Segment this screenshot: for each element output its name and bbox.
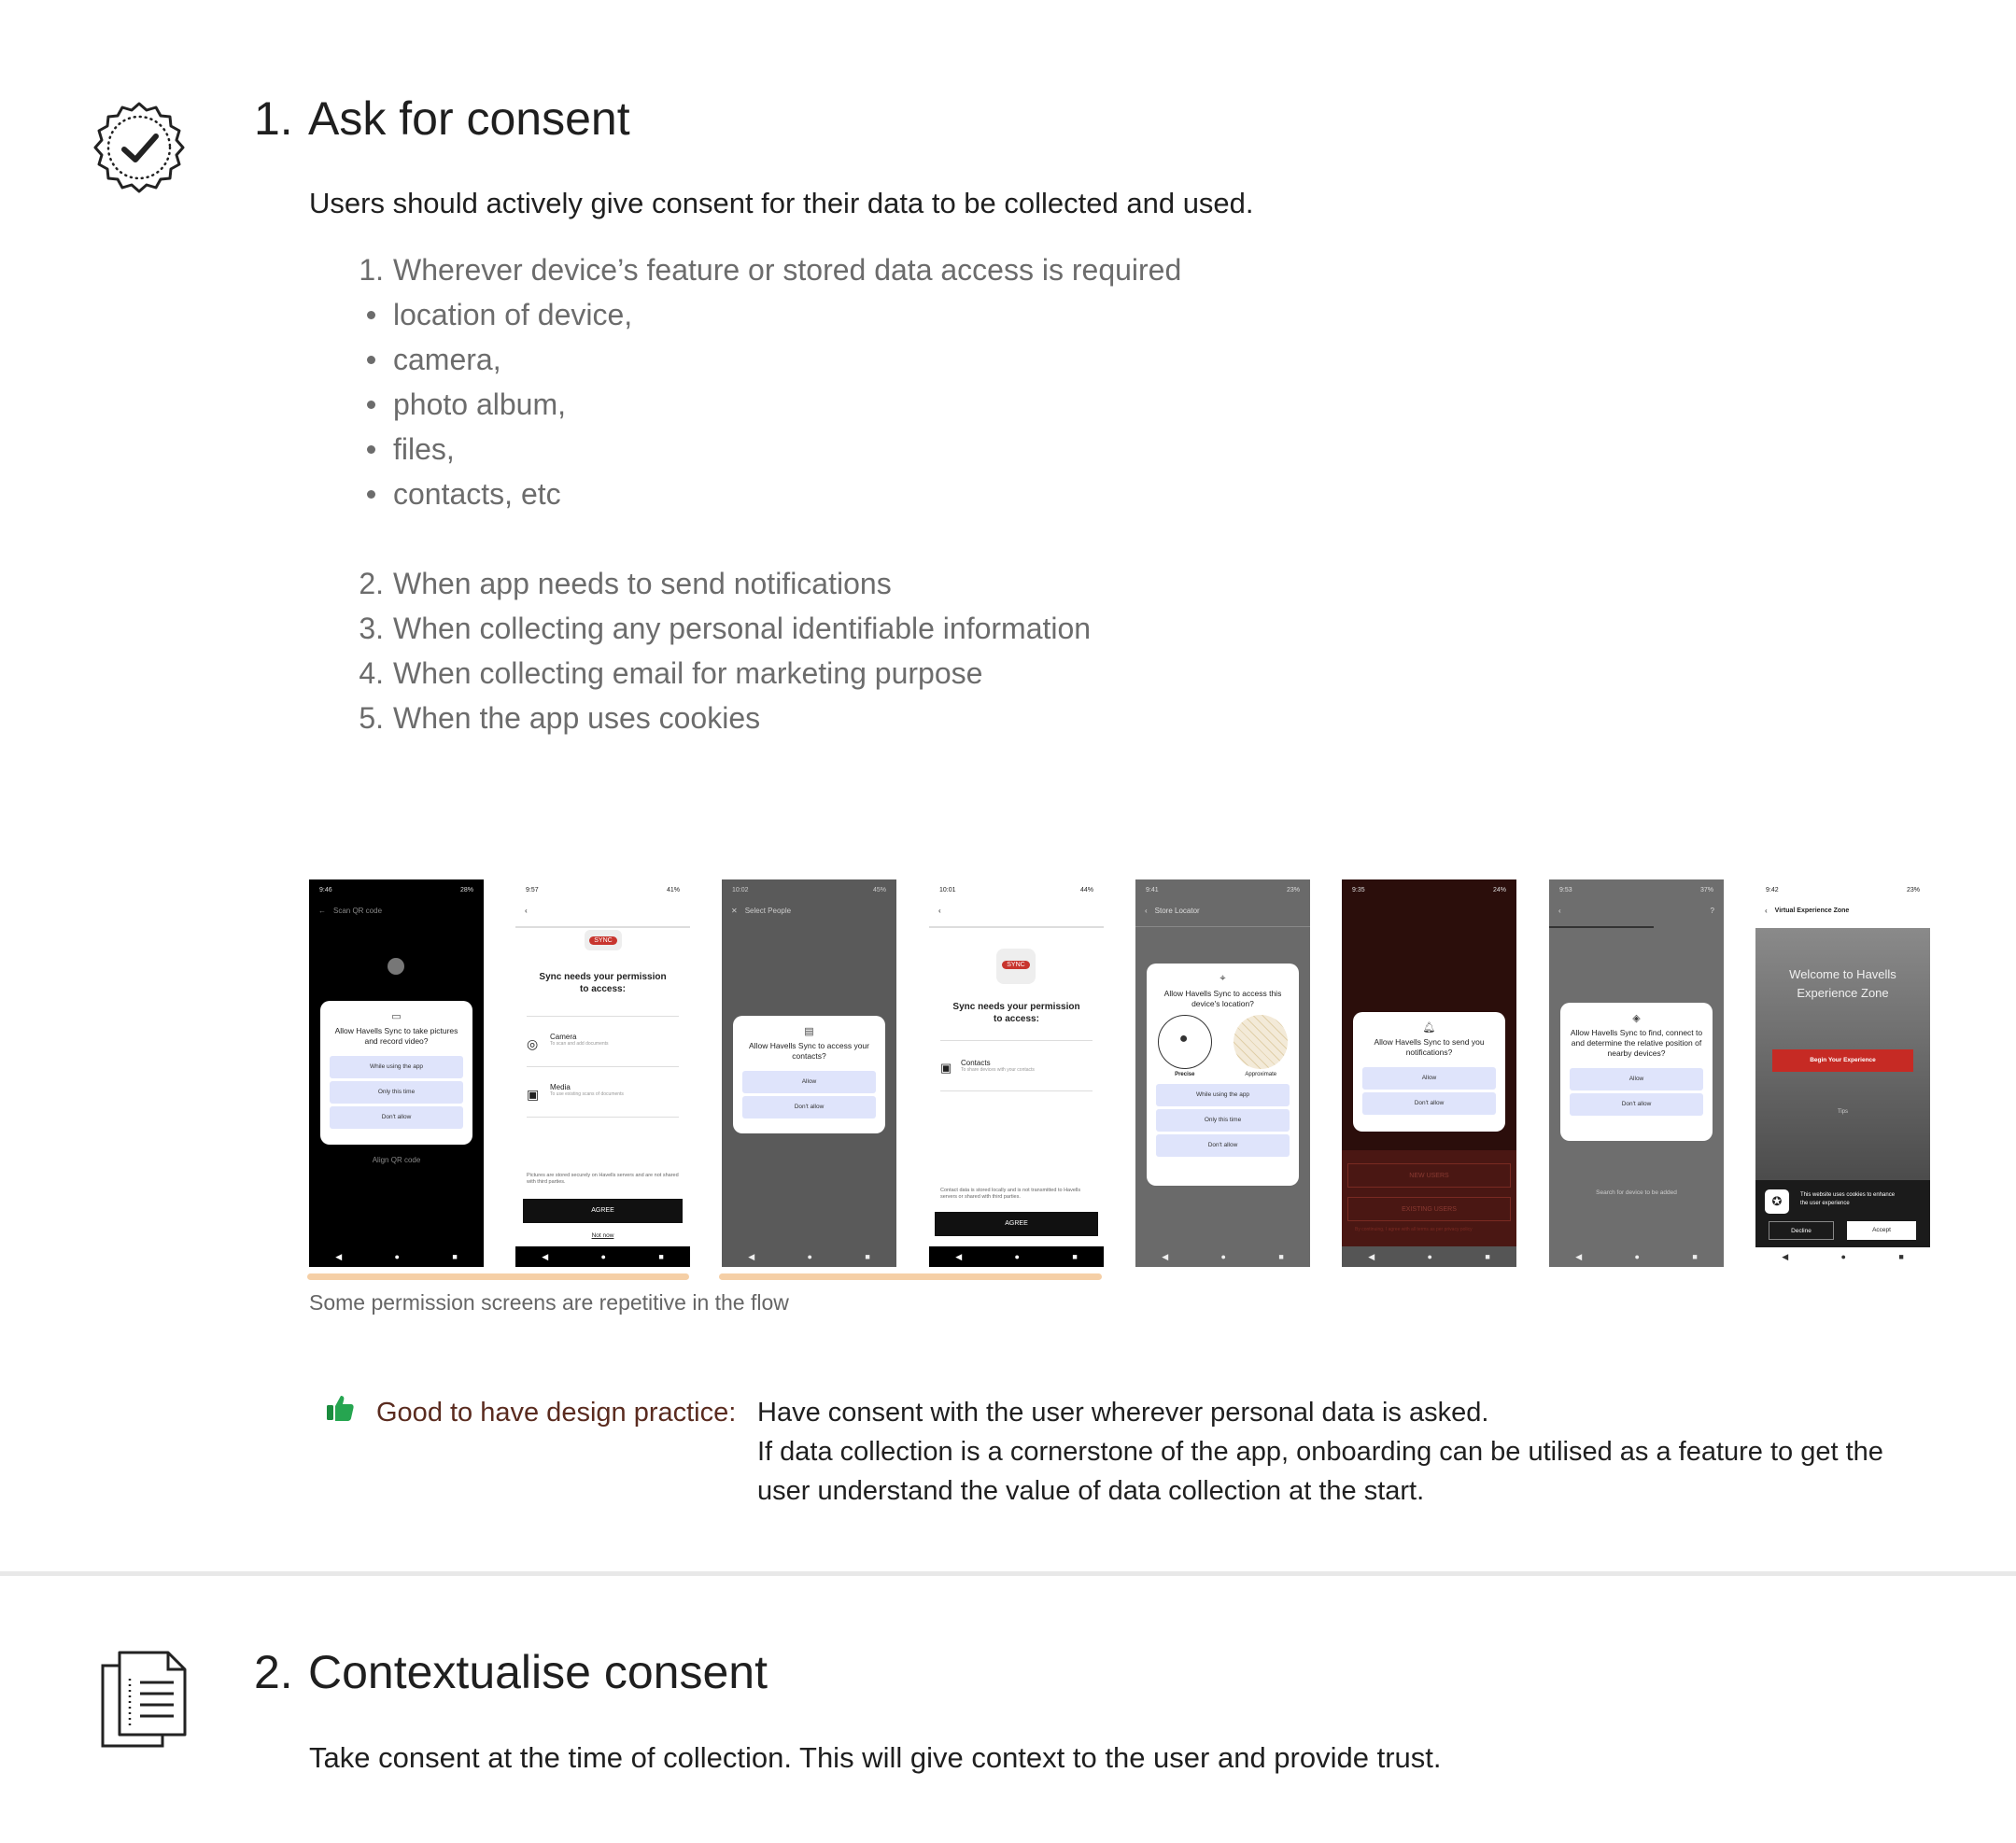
list-item: 4. When collecting email for marketing purpose [359,656,983,690]
new-users-button[interactable]: NEW USERS [1347,1163,1511,1188]
permission-dialog: 🔔︎ Allow Havells Sync to send you notifications? Allow Don't allow [1353,1012,1505,1132]
repetition-highlight [307,1273,689,1280]
deny-button[interactable]: Don't allow [1362,1092,1496,1115]
once-button[interactable]: Only this time [330,1081,463,1104]
android-nav: ◀ ● ■ [1575,1251,1698,1261]
terms-text: By continuing, I agree with all terms as per privacy policy [1355,1227,1473,1232]
app-bar-title: Select People [744,906,792,915]
precise-map-icon: ● [1158,1015,1212,1069]
location-pin-icon: ⌖ [1219,973,1226,984]
deny-button[interactable]: Don't allow [742,1096,876,1118]
background-panel [1342,1150,1516,1246]
approximate-option[interactable]: Approximate [1233,1015,1289,1077]
agree-button[interactable]: AGREE [523,1199,683,1223]
status-battery: 45% [872,886,886,893]
thumbs-up-icon [325,1393,355,1423]
document-icon [99,1649,189,1752]
permission-dialog: ⌖ Allow Havells Sync to access this device's location? ● Precise Approximate While using the app Only this time Don't allow [1147,964,1299,1186]
permission-dialog: ◈ Allow Havells Sync to find, connect to and determine the relative position of nearby devices? Allow Don't allow [1560,1003,1713,1141]
status-battery: 37% [1699,886,1713,893]
repetition-highlight [719,1273,1102,1280]
good-practice-text: Have consent with the user wherever personal data is asked. If data collection is a cornerstone of the app, onboarding can be utilised as a feature to get the user understand the value of data collection at the start. [757,1398,1883,1506]
contacts-icon: ▣ [940,1061,952,1075]
status-time: 9:41 [1146,886,1159,893]
privacy-note: Contact data is stored locally and is not transmitted to Havells servers or shared with third parties. [940,1188,1081,1200]
cookie-banner: ✪ This website uses cookies to enhance the user experience Decline Accept [1755,1180,1930,1247]
android-nav: ◀ ● ■ [1782,1251,1904,1261]
screenshot-contacts-permission [722,879,896,1267]
once-button[interactable]: Only this time [1156,1109,1290,1132]
search-status-text: Search for device to be added [1596,1189,1677,1196]
status-time: 9:57 [526,886,539,893]
close-icon[interactable]: ✕ [731,906,738,915]
allow-button[interactable]: Allow [1362,1067,1496,1090]
help-icon[interactable]: ? [1710,906,1714,915]
status-time: 10:01 [939,886,956,893]
accept-button[interactable]: Accept [1847,1221,1916,1240]
allow-button[interactable]: While using the app [1156,1084,1290,1106]
back-arrow-icon[interactable]: ‹ [1145,906,1148,915]
good-practice-label: Good to have design practice: [376,1398,737,1428]
screenshot-notification-permission [1342,879,1516,1267]
list-item: 3. When collecting any personal identifiable information [359,612,1092,645]
sync-logo: SYNC [585,930,622,950]
media-icon: ▣ [527,1087,540,1102]
back-arrow-icon[interactable]: ‹ [525,906,528,915]
section-title: 2. Contextualise consent [254,1646,768,1698]
status-time: 9:46 [319,886,332,893]
screenshot-sync-permission-contacts: 10:01 44% ‹ SYNC Sync needs your permission to access: ▣ Contacts To share devices with your contacts Contact data is stored locally and is not transmitted to Havells servers or shared with third parties. AGREE ◀ ● ■ [929,879,1104,1267]
deny-button[interactable]: Don't allow [1156,1134,1290,1157]
bell-icon: 🔔︎ [1422,1022,1436,1034]
screens-caption: Some permission screens are repetitive in the flow [309,1290,789,1315]
camera-icon: ▭ [391,1011,402,1022]
approximate-map-icon [1234,1015,1288,1069]
welcome-heading: Welcome to Havells Experience Zone [1789,967,1896,1000]
app-bar-title: Scan QR code [333,906,383,915]
list-item: 1. Wherever device’s feature or stored data access is required [359,253,1182,287]
section-intro: Take consent at the time of collection. This will give context to the user and provide trust. [309,1741,1442,1774]
permission-dialog: ▭ Allow Havells Sync to take pictures and record video? While using the app Only this time Don't allow [320,1001,472,1145]
android-nav: ◀ ● ■ [1342,1246,1516,1267]
screenshot-cookie-consent [1755,879,1930,1267]
back-arrow-icon[interactable]: ‹ [938,906,941,915]
tips-label: Tips [1837,1109,1849,1115]
sync-logo: SYNC [996,949,1036,984]
list-item: 2. When app needs to send notifications [359,567,892,600]
agree-button[interactable]: AGREE [935,1212,1098,1236]
list-item: files, [354,427,1181,471]
back-arrow-icon: ← [318,906,326,915]
allow-button[interactable]: Allow [1570,1068,1703,1090]
screenshot-nearby-devices-permission [1549,879,1724,1267]
status-time: 9:53 [1559,886,1572,893]
screen-title: Sync needs your permission to access: [952,1002,1080,1024]
status-battery: 24% [1492,886,1506,893]
decline-button[interactable]: Decline [1769,1221,1834,1240]
hint-text: Align QR code [372,1156,421,1164]
allow-button[interactable]: While using the app [330,1056,463,1078]
deny-button[interactable]: Don't allow [330,1106,463,1129]
back-arrow-icon[interactable]: ‹ [1765,906,1768,915]
existing-users-button[interactable]: EXISTING USERS [1347,1197,1511,1221]
list-item: location of device, [354,292,1181,337]
status-battery: 41% [666,886,680,893]
back-arrow-icon[interactable]: ‹ [1558,906,1561,915]
status-time: 9:35 [1352,886,1365,893]
screenshot-camera-permission [309,879,484,1267]
permission-dialog: ▤ Allow Havells Sync to access your contacts? Allow Don't allow [733,1016,885,1133]
consent-cases-list [354,247,1181,740]
app-bar-title: Virtual Experience Zone [1774,907,1850,914]
begin-experience-button[interactable]: Begin Your Experience [1772,1049,1913,1072]
not-now-link[interactable]: Not now [591,1232,614,1239]
android-nav: ◀ ● ■ [335,1251,458,1261]
status-time: 9:42 [1766,886,1779,893]
status-time: 10:02 [732,886,749,893]
status-battery: 23% [1906,886,1920,893]
list-item: 5. When the app uses cookies [359,701,761,735]
deny-button[interactable]: Don't allow [1570,1093,1703,1116]
status-battery: 23% [1286,886,1300,893]
list-item: contacts, etc [354,471,1181,516]
app-bar-title: Store Locator [1154,906,1200,915]
list-item: camera, [354,337,1181,382]
status-battery: 44% [1079,886,1093,893]
nearby-devices-icon: ◈ [1632,1013,1641,1024]
screen-title: Sync needs your permission to access: [539,972,667,994]
consent-badge-icon [90,101,189,200]
section-title: 1. Ask for consent [254,92,630,145]
list-item: photo album, [354,382,1181,427]
screenshot-location-permission [1135,879,1310,1267]
android-nav: ◀ ● ■ [1162,1251,1284,1261]
android-nav: ◀ ● ■ [748,1251,870,1261]
status-battery: 28% [459,886,473,893]
section-divider [0,1571,2016,1576]
precise-option[interactable]: ● Precise [1157,1015,1213,1077]
section-intro: Users should actively give consent for their data to be collected and used. [309,187,1254,219]
screenshot-sync-permission-media: 9:57 41% ‹ SYNC Sync needs your permission to access: ◎ Camera To scan and add documents ▣ Media To use existing scans of documents Pictures are stored securely on Havells servers and are not shared with third parties. AGREE Not now ◀ ● ■ [515,879,690,1267]
flash-icon [388,958,404,975]
android-nav: ◀ ● ■ [929,1246,1104,1267]
contacts-icon: ▤ [804,1026,814,1037]
camera-icon: ◎ [527,1036,539,1051]
allow-button[interactable]: Allow [742,1071,876,1093]
cookie-icon: ✪ [1765,1189,1789,1214]
privacy-note: Pictures are stored securely on Havells servers and are not shared with third parties. [527,1173,679,1185]
android-nav: ◀ ● ■ [515,1246,690,1267]
